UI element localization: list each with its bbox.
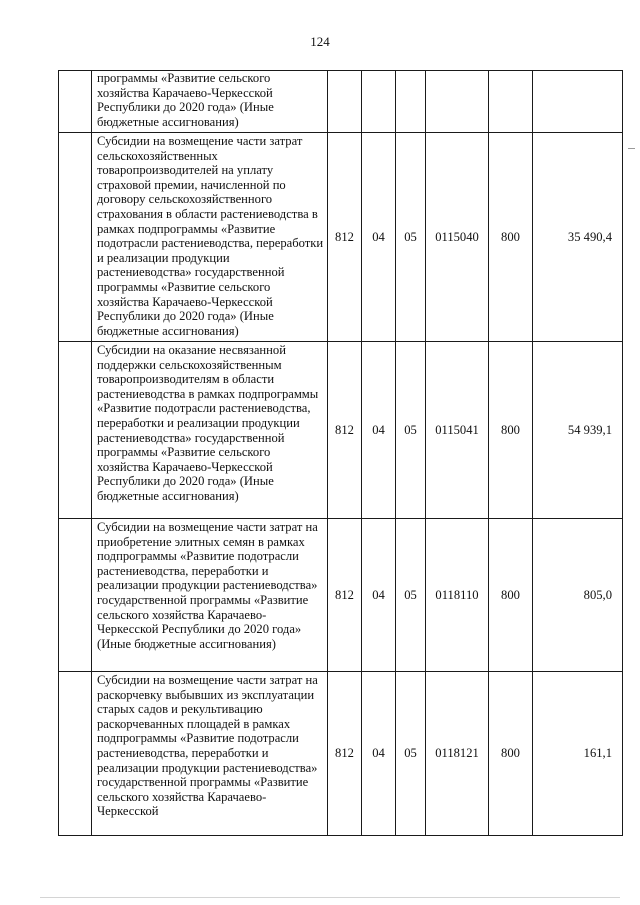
amount-cell (533, 71, 623, 133)
subsection-code-cell: 05 (396, 519, 426, 672)
table-row (59, 342, 623, 519)
ministry-code-cell: 812 (328, 342, 362, 519)
blank-cell (59, 71, 92, 133)
subsection-code-cell: 05 (396, 672, 426, 836)
section-code-cell: 04 (362, 519, 396, 672)
expense-type-cell (489, 71, 533, 133)
amount-cell: 54 939,1 (533, 342, 623, 519)
blank-cell (59, 672, 92, 836)
target-article-cell: 0115040 (426, 133, 489, 342)
subsection-code-cell: 05 (396, 342, 426, 519)
table-row (59, 672, 623, 836)
subsection-code-cell: 05 (396, 133, 426, 342)
scan-artifact-line (628, 148, 635, 149)
target-article-cell (426, 71, 489, 133)
section-code-cell: 04 (362, 672, 396, 836)
subsection-code-cell (396, 71, 426, 133)
expense-name-cell: Субсидии на возмещение части затрат сельскохозяйственных товаропроизводителей на уплату страховой премии, начисленной по договору сельскохозяйственного страхования в области растениеводства в рамках подпрограммы «Развитие подотрасли растениеводства, переработки и реализации продукции растениеводства» государственной программы «Развитие сельского хозяйства Карачаево-Черкесской Республики до 2020 года» (Иные бюджетные ассигнования) (92, 133, 328, 342)
table-row (59, 71, 623, 133)
section-code-cell (362, 71, 396, 133)
ministry-code-cell: 812 (328, 672, 362, 836)
expense-type-cell: 800 (489, 342, 533, 519)
table-row (59, 133, 623, 342)
expense-type-cell: 800 (489, 133, 533, 342)
ministry-code-cell (328, 71, 362, 133)
amount-cell: 805,0 (533, 519, 623, 672)
target-article-cell: 0118110 (426, 519, 489, 672)
expense-name-cell: Субсидии на возмещение части затрат на раскорчевку выбывших из эксплуатации старых садов и рекультивацию раскорчеванных площадей в рамках подпрограммы «Развитие подотрасли растениеводства, переработки и реализации продукции растениеводства» государственной программы «Развитие сельского хозяйства Карачаево-Черкесской (92, 672, 328, 836)
target-article-cell: 0115041 (426, 342, 489, 519)
table-row (59, 519, 623, 672)
page-number: 124 (310, 34, 330, 49)
ministry-code-cell: 812 (328, 519, 362, 672)
blank-cell (59, 519, 92, 672)
blank-cell (59, 342, 92, 519)
section-code-cell: 04 (362, 342, 396, 519)
expense-type-cell: 800 (489, 672, 533, 836)
target-article-cell: 0118121 (426, 672, 489, 836)
amount-cell: 35 490,4 (533, 133, 623, 342)
scan-artifact-line (40, 897, 620, 898)
expense-name-cell: Субсидии на возмещение части затрат на приобретение элитных семян в рамках подпрограммы «Развитие подотрасли растениеводства, переработки и реализации продукции растениеводства» государственной программы «Развитие сельского хозяйства Карачаево-Черкесской Республики до 2020 года» (Иные бюджетные ассигнования) (92, 519, 328, 672)
section-code-cell: 04 (362, 133, 396, 342)
amount-cell: 161,1 (533, 672, 623, 836)
expense-name-cell: программы «Развитие сельского хозяйства Карачаево-Черкесской Республики до 2020 года» (Иные бюджетные ассигнования) (92, 71, 328, 133)
budget-table (58, 70, 623, 836)
ministry-code-cell: 812 (328, 133, 362, 342)
expense-type-cell: 800 (489, 519, 533, 672)
expense-name-cell: Субсидии на оказание несвязанной поддержки сельскохозяйственным товаропроизводителям в области растениеводства в рамках подпрограммы «Развитие подотрасли растениеводства, переработки и реализации продукции растениеводства» государственной программы «Развитие сельского хозяйства Карачаево-Черкесской Республики до 2020 года» (Иные бюджетные ассигнования) (92, 342, 328, 519)
blank-cell (59, 133, 92, 342)
